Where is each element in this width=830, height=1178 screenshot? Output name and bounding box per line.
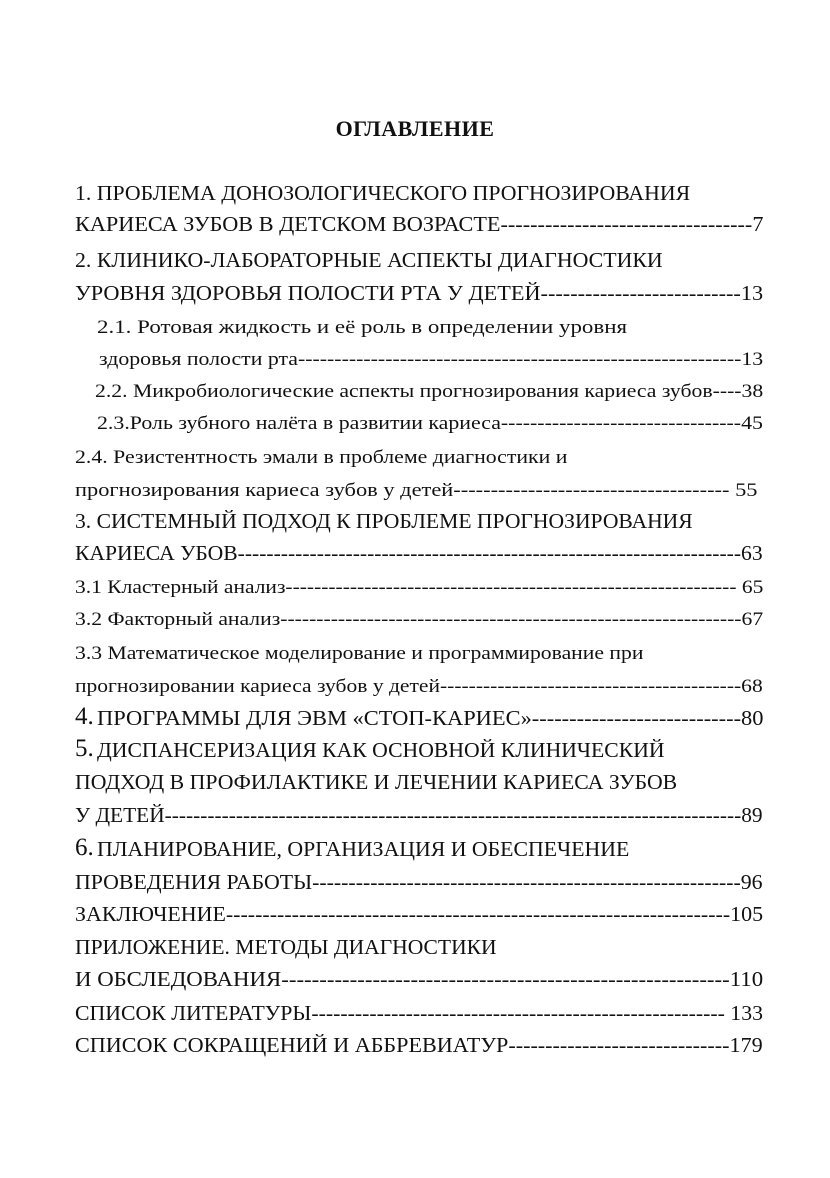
toc-line: ПОДХОД В ПРОФИЛАКТИКЕ И ЛЕЧЕНИИ КАРИЕСА ЗУБОВ [75,770,678,794]
toc-line: здоровья полости рта-------------------------------------------------------------13 [99,349,764,370]
toc-line: 2.1. Ротовая жидкость и её роль в определении уровня [97,317,628,338]
toc-line: ПРИЛОЖЕНИЕ. МЕТОДЫ ДИАГНОСТИКИ [75,935,497,959]
chapter-number: 4. [75,703,94,730]
toc-line: 2.4. Резистентность эмали в проблеме диагностики и [75,447,568,468]
toc-line: прогнозирования кариеса зубов у детей------------------------------------- 55 [75,480,758,501]
toc-line: КАРИЕСА ЗУБОВ В ДЕТСКОМ ВОЗРАСТЕ----------------------------------7 [75,212,764,236]
toc-line: 3.2 Факторный анализ----------------------------------------------------------------67 [75,609,764,630]
toc-line: 2.2. Микробиологические аспекты прогнозирования кариеса зубов----38 [95,381,764,402]
toc-line: 3.3 Математическое моделирование и программирование при [75,643,644,664]
toc-line: УРОВНЯ ЗДОРОВЬЯ ПОЛОСТИ РТА У ДЕТЕЙ---------------------------13 [75,281,764,305]
toc-line: ЗАКЛЮЧЕНИЕ---------------------------------------------------------------------105 [75,902,764,926]
toc-line: 3.1 Кластерный анализ--------------------------------------------------------------- 65 [75,577,764,598]
chapter-number: 6. [75,834,94,861]
chapter-number: 5. [75,735,94,762]
toc-line: КАРИЕСА УБОВ----------------------------------------------------------------------63 [75,541,763,565]
toc-line: СПИСОК ЛИТЕРАТУРЫ--------------------------------------------------------- 133 [75,1001,763,1025]
toc-line: прогнозировании кариеса зубов у детей------------------------------------------68 [75,676,763,697]
toc-line: У ДЕТЕЙ---------------------------------------------------------------------------------89 [75,803,763,827]
toc-line: 2.3.Роль зубного налёта в развитии кариеса---------------------------------45 [97,413,763,434]
toc-line: ПРОГРАММЫ ДЛЯ ЭВМ «СТОП-КАРИЕС»----------------------------80 [97,706,764,730]
toc-line: СПИСОК СОКРАЩЕНИЙ И АББРЕВИАТУР------------------------------179 [75,1033,763,1057]
toc-line: 1. ПРОБЛЕМА ДОНОЗОЛОГИЧЕСКОГО ПРОГНОЗИРОВАНИЯ [75,181,691,205]
toc-line: ПЛАНИРОВАНИЕ, ОРГАНИЗАЦИЯ И ОБЕСПЕЧЕНИЕ [97,837,630,861]
toc-line: 2. КЛИНИКО-ЛАБОРАТОРНЫЕ АСПЕКТЫ ДИАГНОСТИКИ [75,248,663,272]
toc-line: ДИСПАНСЕРИЗАЦИЯ КАК ОСНОВНОЙ КЛИНИЧЕСКИЙ [97,738,665,762]
toc-line: ПРОВЕДЕНИЯ РАБОТЫ-----------------------------------------------------------96 [75,870,763,894]
page-title: ОГЛАВЛЕНИЕ [335,116,495,141]
toc-line: 3. СИСТЕМНЫЙ ПОДХОД К ПРОБЛЕМЕ ПРОГНОЗИРОВАНИЯ [75,509,693,533]
toc-line: И ОБСЛЕДОВАНИЯ-----------------------------------------------------------110 [75,967,764,991]
